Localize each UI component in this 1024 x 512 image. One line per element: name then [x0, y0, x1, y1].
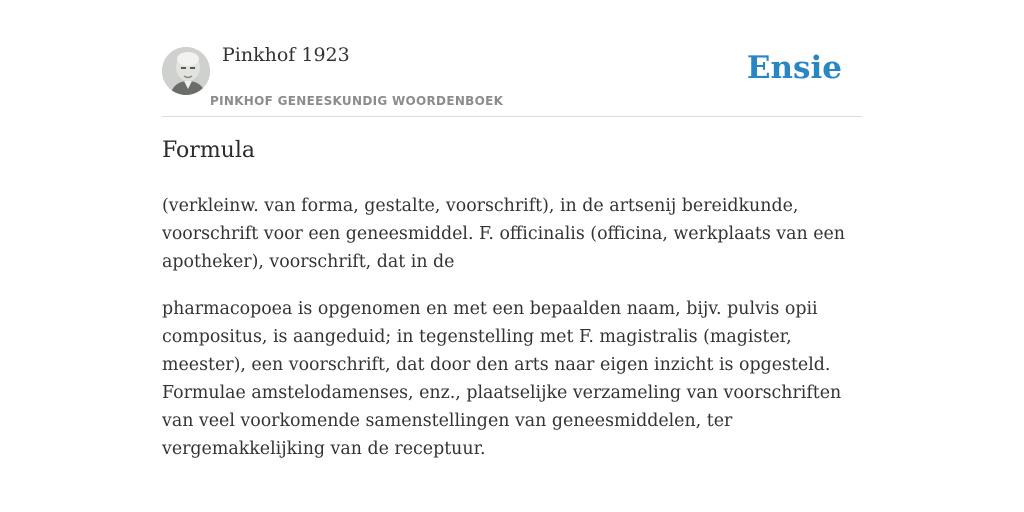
portrait-icon [162, 47, 210, 95]
entry-body [162, 192, 862, 482]
author-name[interactable]: Pinkhof 1923 [222, 44, 350, 66]
brand-logo[interactable]: Ensie [746, 50, 842, 86]
entry-paragraph: (verkleinw. van forma, gestalte, voorschrift), in de artsenij bereidkunde, voorschrift voor een geneesmiddel. F. officinalis (officina, werkplaats van een apotheker), voorschrift, dat in de [162, 196, 845, 272]
entry-paragraph: pharmacopoea is opgenomen en met een bepaalden naam, bijv. pulvis opii compositus, is aangeduid; in tegenstelling met F. magistralis (magister, meester), een voorschrift, dat door den arts naar eigen inzicht is opgesteld. Formulae amstelodamenses, enz., plaatselijke verzameling van voorschriften van veel voorkomende samenstellingen van geneesmiddelen, ter vergemakkelijking van de receptuur. [162, 299, 842, 459]
entry-title: Formula [162, 138, 256, 163]
dictionary-source[interactable]: PINKHOF GENEESKUNDIG WOORDENBOEK [210, 94, 504, 108]
entry-header [162, 0, 862, 117]
author-avatar[interactable] [162, 47, 210, 95]
